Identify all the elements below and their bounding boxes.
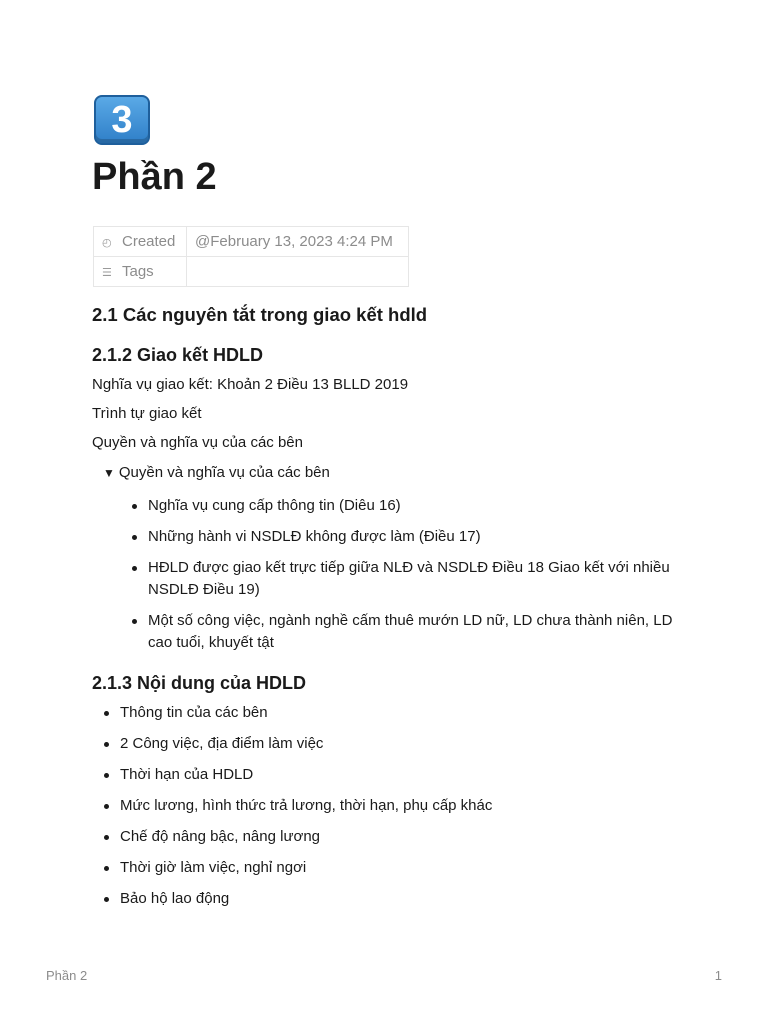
page-content — [92, 300, 682, 915]
list-icon: ☰ — [102, 267, 112, 279]
property-row-tags — [94, 257, 409, 287]
properties-table — [93, 226, 409, 287]
paragraph-rights: Quyền và nghĩa vụ của các bên — [92, 434, 303, 451]
property-row-created — [94, 227, 409, 257]
list-item: Chế độ nâng bậc, nâng lương — [120, 822, 682, 853]
list-item: Nghĩa vụ cung cấp thông tin (Diêu 16) — [148, 491, 682, 522]
paragraph-obligation: Nghĩa vụ giao kết: Khoản 2 Điều 13 BLLD 2019 — [92, 376, 409, 393]
list-item: Thời hạn của HDLD — [120, 760, 682, 791]
tags-label: Tags — [122, 263, 154, 280]
heading-2-1: 2.1 Các nguyên tắt trong giao kết hdld — [92, 304, 428, 325]
tags-value[interactable] — [187, 257, 409, 287]
heading-2-1-3: 2.1.3 Nội dung của HDLD — [92, 673, 307, 693]
toggle-list — [148, 491, 682, 659]
content-list — [120, 698, 682, 915]
list-item: Bảo hộ lao động — [120, 884, 682, 915]
created-label: Created — [122, 233, 176, 250]
list-item: Thông tin của các bên — [120, 698, 682, 729]
paragraph-procedure: Trình tự giao kết — [92, 405, 202, 422]
toggle-block[interactable] — [103, 457, 682, 489]
list-item: Một số công việc, ngành nghề cấm thuê mướn LD nữ, LD chưa thành niên, LD cao tuổi, khuyết tật — [148, 606, 682, 659]
toggle-arrow-down-icon[interactable]: ▼ — [103, 466, 115, 480]
keycap-digit-three-icon: 3 — [94, 95, 150, 145]
property-key-tags — [94, 257, 187, 287]
list-item: 2 Công việc, địa điểm làm việc — [120, 729, 682, 760]
list-item: Thời giờ làm việc, nghỉ ngơi — [120, 853, 682, 884]
list-item: Mức lương, hình thức trả lương, thời hạn, phụ cấp khác — [120, 791, 682, 822]
footer-page-number: 1 — [714, 968, 722, 983]
heading-2-1-2: 2.1.2 Giao kết HDLD — [92, 345, 264, 365]
clock-icon: ◴ — [102, 237, 112, 249]
list-item: Những hành vi NSDLĐ không được làm (Điều 17) — [148, 522, 682, 553]
list-item: HĐLD được giao kết trực tiếp giữa NLĐ và NSDLĐ Điều 18 Giao kết với nhiều NSDLĐ Điều 19) — [148, 553, 682, 606]
footer-page-title: Phần 2 — [46, 968, 88, 983]
page-title: Phần 2 — [92, 156, 217, 198]
property-key-created — [94, 227, 187, 257]
toggle-label: Quyền và nghĩa vụ của các bên — [118, 464, 330, 481]
created-value[interactable]: @February 13, 2023 4:24 PM — [187, 227, 409, 257]
